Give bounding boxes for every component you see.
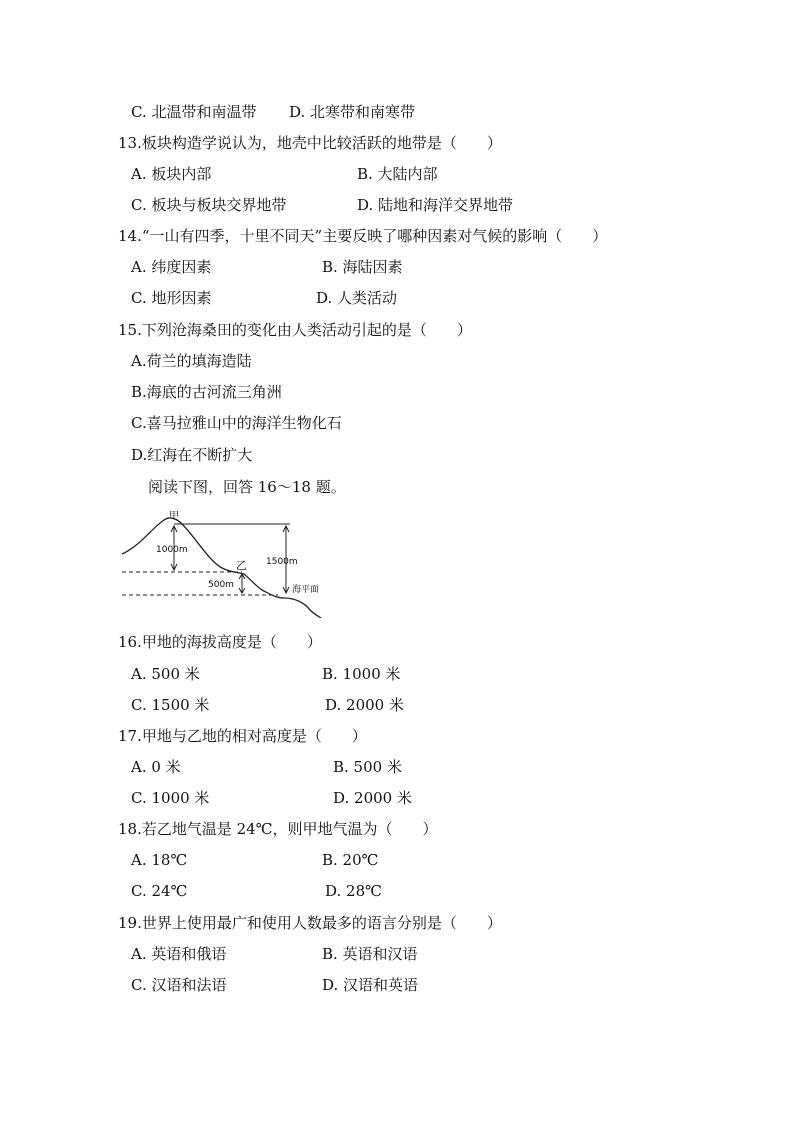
q19-option-a: A. 英语和俄语 [131, 945, 227, 963]
label-peak-jia: 甲 [169, 511, 179, 522]
terrain-profile [122, 518, 321, 618]
q17-option-a: A. 0 米 [131, 758, 181, 776]
q14-option-d: D. 人类活动 [316, 289, 398, 307]
q12-option-c: C. 北温带和南温带 [131, 103, 257, 121]
q16-option-b: B. 1000 米 [322, 665, 401, 683]
q15-option-d: D.红海在不断扩大 [131, 446, 253, 464]
q18-option-d: D. 28℃ [325, 882, 382, 900]
q16-option-c: C. 1500 米 [131, 696, 210, 714]
q17-option-c: C. 1000 米 [131, 789, 210, 807]
q15-option-a: A.荷兰的填海造陆 [131, 352, 252, 370]
q13-option-d: D. 陆地和海洋交界地带 [357, 196, 514, 214]
label-1000m: 1000m [156, 545, 188, 555]
q13-stem: 13.板块构造学说认为，地壳中比较活跃的地带是（ ） [118, 134, 502, 152]
q14-option-c: C. 地形因素 [131, 289, 212, 307]
q13-option-a: A. 板块内部 [131, 165, 212, 183]
q17-stem: 17.甲地与乙地的相对高度是（ ） [118, 727, 367, 745]
q19-stem: 19.世界上使用最广和使用人数最多的语言分别是（ ） [118, 914, 502, 932]
q14-option-a: A. 纬度因素 [131, 258, 212, 276]
q13-option-c: C. 板块与板块交界地带 [131, 196, 287, 214]
q16-option-a: A. 500 米 [131, 665, 200, 683]
q18-option-c: C. 24℃ [131, 882, 188, 900]
elevation-figure [118, 506, 328, 618]
q12-option-d: D. 北寒带和南寒带 [289, 103, 416, 121]
q17-option-d: D. 2000 米 [333, 789, 412, 807]
q14-option-b: B. 海陆因素 [322, 258, 403, 276]
q19-option-d: D. 汉语和英语 [322, 976, 419, 994]
q16-option-d: D. 2000 米 [325, 696, 404, 714]
figure-intro: 阅读下图，回答 16～18 题。 [148, 478, 346, 496]
q15-option-b: B.海底的古河流三角洲 [131, 383, 282, 401]
q18-stem: 18.若乙地气温是 24℃，则甲地气温为（ ） [118, 820, 438, 838]
q19-option-c: C. 汉语和法语 [131, 976, 227, 994]
q13-option-b: B. 大陆内部 [357, 165, 438, 183]
q18-option-a: A. 18℃ [131, 851, 188, 869]
q19-option-b: B. 英语和汉语 [322, 945, 418, 963]
q14-stem: 14.“一山有四季，十里不同天”主要反映了哪种因素对气候的影响（ ） [118, 227, 608, 245]
q15-option-c: C.喜马拉雅山中的海洋生物化石 [131, 414, 342, 432]
q15-stem: 15.下列沧海桑田的变化由人类活动引起的是（ ） [118, 321, 472, 339]
label-sea-level: 海平面 [292, 585, 320, 595]
label-1500m: 1500m [266, 557, 298, 567]
label-500m: 500m [208, 580, 234, 590]
q18-option-b: B. 20℃ [322, 851, 379, 869]
q16-stem: 16.甲地的海拔高度是（ ） [118, 633, 322, 651]
q17-option-b: B. 500 米 [333, 758, 402, 776]
label-point-yi: 乙 [236, 559, 247, 572]
